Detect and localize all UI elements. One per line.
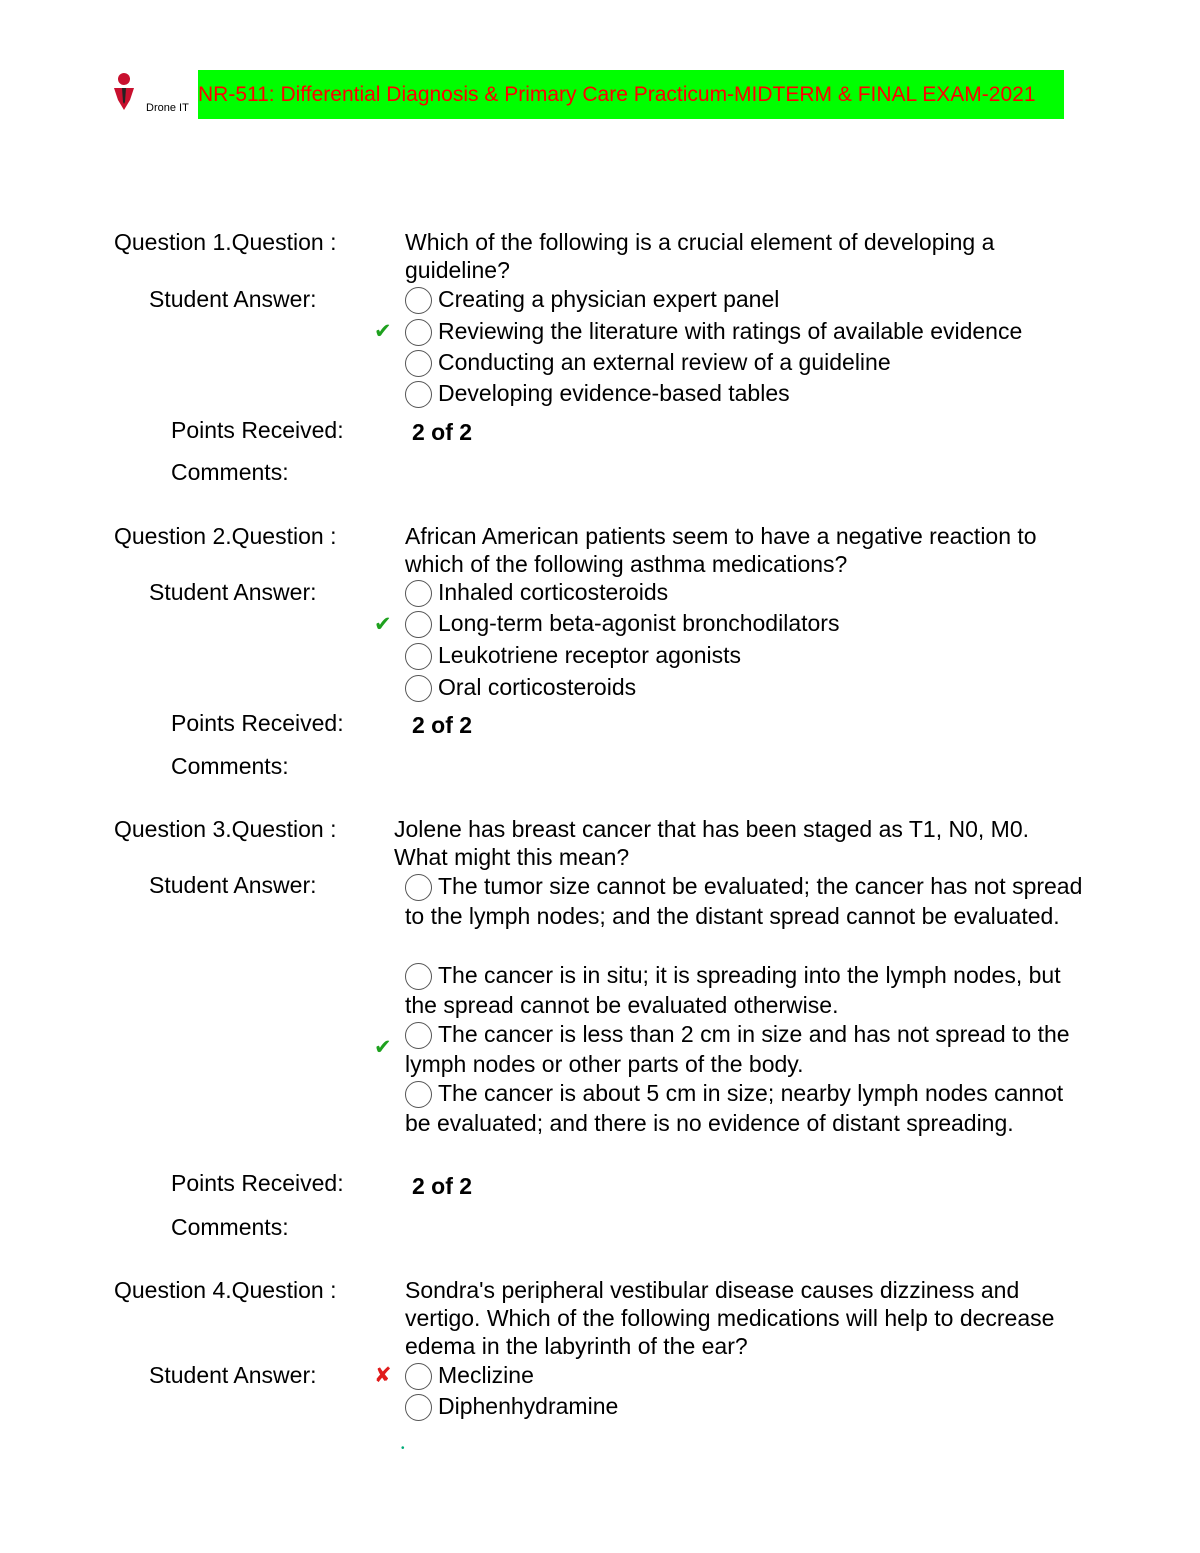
radio-button[interactable]: [405, 1081, 432, 1108]
radio-button[interactable]: [405, 319, 432, 346]
question-text: Jolene has breast cancer that has been staged as T1, N0, M0. What might this mean?: [394, 816, 1030, 870]
question-label: Question 4.Question :: [114, 1277, 337, 1303]
answer-option[interactable]: Conducting an external review of a guideline: [405, 348, 1095, 377]
student-answer-label: Student Answer:: [149, 579, 317, 605]
radio-button[interactable]: [405, 287, 432, 314]
answer-option[interactable]: Oral corticosteroids: [405, 673, 1095, 702]
student-answer-label: Student Answer:: [149, 1362, 317, 1388]
logo-icon: [110, 72, 138, 112]
answer-option[interactable]: Long-term beta-agonist bronchodilators: [405, 609, 1095, 638]
answer-option[interactable]: Reviewing the literature with ratings of available evidence: [405, 317, 1095, 346]
radio-button[interactable]: [405, 963, 432, 990]
question-label: Question 3.Question :: [114, 816, 337, 842]
answer-option[interactable]: Creating a physician expert panel: [405, 285, 1095, 314]
answer-option[interactable]: Inhaled corticosteroids: [405, 578, 1095, 607]
radio-button[interactable]: [405, 1363, 432, 1390]
brand-name: Drone IT: [146, 102, 189, 114]
points-score: 2 of 2: [412, 712, 473, 738]
comments-label: Comments:: [171, 1214, 289, 1240]
checkmark-icon: ✔: [374, 613, 392, 636]
radio-button[interactable]: [405, 675, 432, 702]
checkmark-icon: ✔: [374, 320, 392, 343]
question-label: Question 1.Question :: [114, 229, 337, 255]
radio-button[interactable]: [405, 1022, 432, 1049]
radio-button[interactable]: [405, 580, 432, 607]
x-mark-icon: ✘: [374, 1364, 392, 1387]
radio-button[interactable]: [405, 643, 432, 670]
exam-title-banner: NR-511: Differential Diagnosis & Primary Care Practicum-MIDTERM & FINAL EXAM-2021: [198, 70, 1064, 119]
answer-option[interactable]: The cancer is about 5 cm in size; nearby lymph nodes cannot be evaluated; and there is no evidence of distant spreading.: [405, 1080, 1064, 1136]
checkmark-icon: ✔: [374, 1036, 392, 1059]
radio-button[interactable]: [405, 1394, 432, 1421]
points-score: 2 of 2: [412, 419, 473, 445]
radio-button[interactable]: [405, 611, 432, 638]
answer-option[interactable]: Diphenhydramine: [405, 1392, 1095, 1421]
points-received-label: Points Received:: [171, 710, 344, 736]
question-text: Sondra's peripheral vestibular disease causes dizziness and vertigo. Which of the following medications will help to decrease edema in the labyrinth of the ear?: [405, 1277, 1055, 1359]
points-received-label: Points Received:: [171, 1170, 344, 1196]
student-answer-label: Student Answer:: [149, 872, 317, 898]
points-score: 2 of 2: [412, 1173, 473, 1199]
answer-option[interactable]: Leukotriene receptor agonists: [405, 641, 1095, 670]
comments-label: Comments:: [171, 753, 289, 779]
question-text: Which of the following is a crucial element of developing a guideline?: [405, 229, 995, 283]
question-text: African American patients seem to have a negative reaction to which of the following asthma medications?: [405, 523, 1037, 577]
comments-label: Comments:: [171, 459, 289, 485]
answer-option[interactable]: The cancer is in situ; it is spreading into the lymph nodes, but the spread cannot be evaluated otherwise.: [405, 962, 1061, 1018]
question-label: Question 2.Question :: [114, 523, 337, 549]
answer-option[interactable]: The tumor size cannot be evaluated; the cancer has not spread to the lymph nodes; and the distant spread cannot be evaluated.: [405, 873, 1083, 929]
page-dot: •: [401, 1443, 405, 1454]
radio-button[interactable]: [405, 874, 432, 901]
answer-option[interactable]: Developing evidence-based tables: [405, 379, 1095, 408]
answer-option[interactable]: The cancer is less than 2 cm in size and has not spread to the lymph nodes or other parts of the body.: [405, 1021, 1070, 1077]
radio-button[interactable]: [405, 350, 432, 377]
radio-button[interactable]: [405, 381, 432, 408]
answer-option[interactable]: Meclizine: [405, 1361, 1095, 1390]
student-answer-label: Student Answer:: [149, 286, 317, 312]
points-received-label: Points Received:: [171, 417, 344, 443]
